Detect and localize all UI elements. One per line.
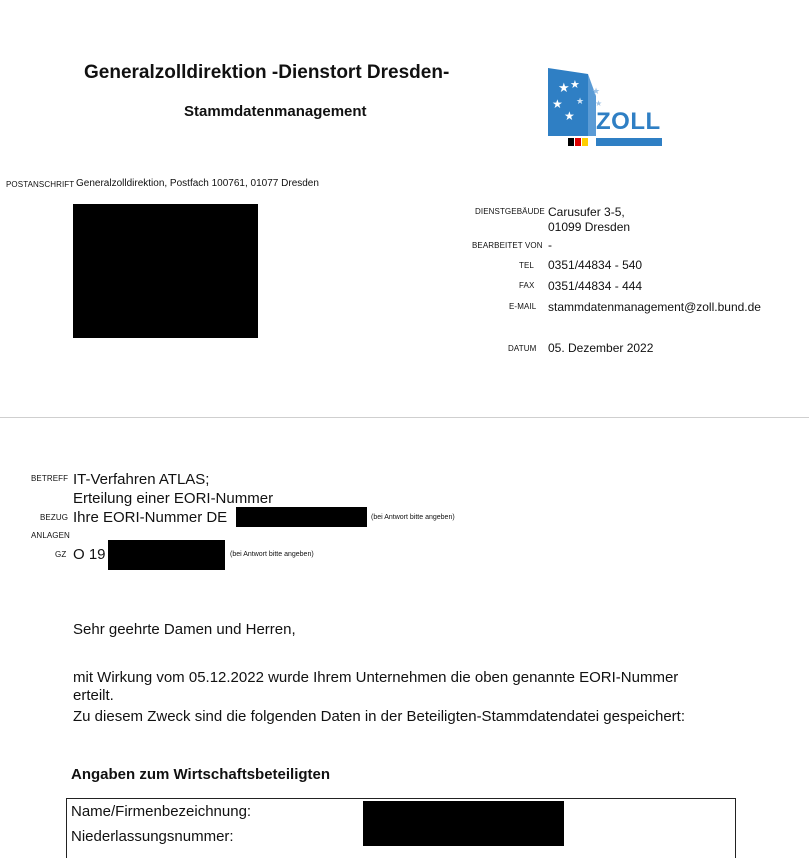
dienstgebaeude-line2: 01099 Dresden (548, 220, 631, 234)
gz-number-redacted (108, 540, 225, 570)
paragraph-1-line-1: mit Wirkung vom 05.12.2022 wurde Ihrem Unternehmen die oben genannte EORI-Nummer (73, 669, 679, 686)
postanschrift-value: Generalzolldirektion, Postfach 100761, 01077 Dresden (76, 178, 319, 189)
company-data-redacted (363, 801, 564, 846)
table-row-name-label: Name/Firmenbezeichnung: (71, 803, 252, 820)
fax-value: 0351/44834 - 444 (548, 279, 643, 293)
bearbeitet-value: - (548, 238, 552, 252)
email-value: stammdatenmanagement@zoll.bund.de (548, 300, 761, 314)
betreff-line2: Erteilung einer EORI-Nummer (73, 490, 274, 507)
betreff-label: BETREFF (31, 474, 69, 483)
bearbeitet-label: BEARBEITET VON (472, 241, 543, 250)
betreff-line1: IT-Verfahren ATLAS; (73, 471, 210, 488)
tel-label: TEL (519, 261, 534, 270)
email-label: E-MAIL (509, 302, 537, 311)
paragraph-2: Zu diesem Zweck sind die folgenden Daten in der Beteiligten-Stammdatendatei gespeichert: (73, 708, 686, 725)
svg-text:★: ★ (552, 97, 563, 111)
anlagen-label: ANLAGEN (31, 531, 70, 540)
fax-label: FAX (519, 281, 535, 290)
page-title: Generalzolldirektion -Dienstort Dresden- (84, 62, 450, 83)
gz-value: O 19 (73, 546, 106, 563)
datum-value: 05. Dezember 2022 (548, 341, 654, 355)
zoll-logo-text: ZOLL (596, 108, 661, 135)
eori-number-redacted (236, 507, 367, 527)
gz-label: GZ (55, 550, 67, 559)
tel-value: 0351/44834 - 540 (548, 258, 643, 272)
datum-label: DATUM (508, 344, 537, 353)
dienstgebaeude-label: DIENSTGEBÄUDE (475, 207, 545, 216)
bezug-value: Ihre EORI-Nummer DE (73, 509, 228, 526)
recipient-address-redacted (73, 204, 258, 338)
svg-text:★: ★ (570, 78, 580, 91)
department-subtitle: Stammdatenmanagement (184, 103, 367, 120)
table-row-niederlassung-label: Niederlassungsnummer: (71, 828, 234, 845)
gz-note: (bei Antwort bitte angeben) (230, 551, 314, 558)
svg-text:★: ★ (592, 87, 601, 97)
svg-text:★: ★ (595, 99, 603, 108)
svg-text:★: ★ (576, 97, 585, 107)
section-heading: Angaben zum Wirtschaftsbeteiligten (71, 766, 331, 783)
svg-text:★: ★ (558, 81, 570, 96)
svg-text:★: ★ (564, 109, 575, 123)
fold-line (0, 417, 809, 418)
bezug-label: BEZUG (40, 513, 69, 522)
bezug-note: (bei Antwort bitte angeben) (371, 514, 455, 521)
salutation: Sehr geehrte Damen und Herren, (73, 621, 296, 638)
paragraph-1-line-2: erteilt. (73, 687, 114, 704)
dienstgebaeude-line1: Carusufer 3-5, (548, 205, 625, 219)
zoll-logo (548, 68, 662, 148)
postanschrift-label: POSTANSCHRIFT (6, 180, 75, 189)
